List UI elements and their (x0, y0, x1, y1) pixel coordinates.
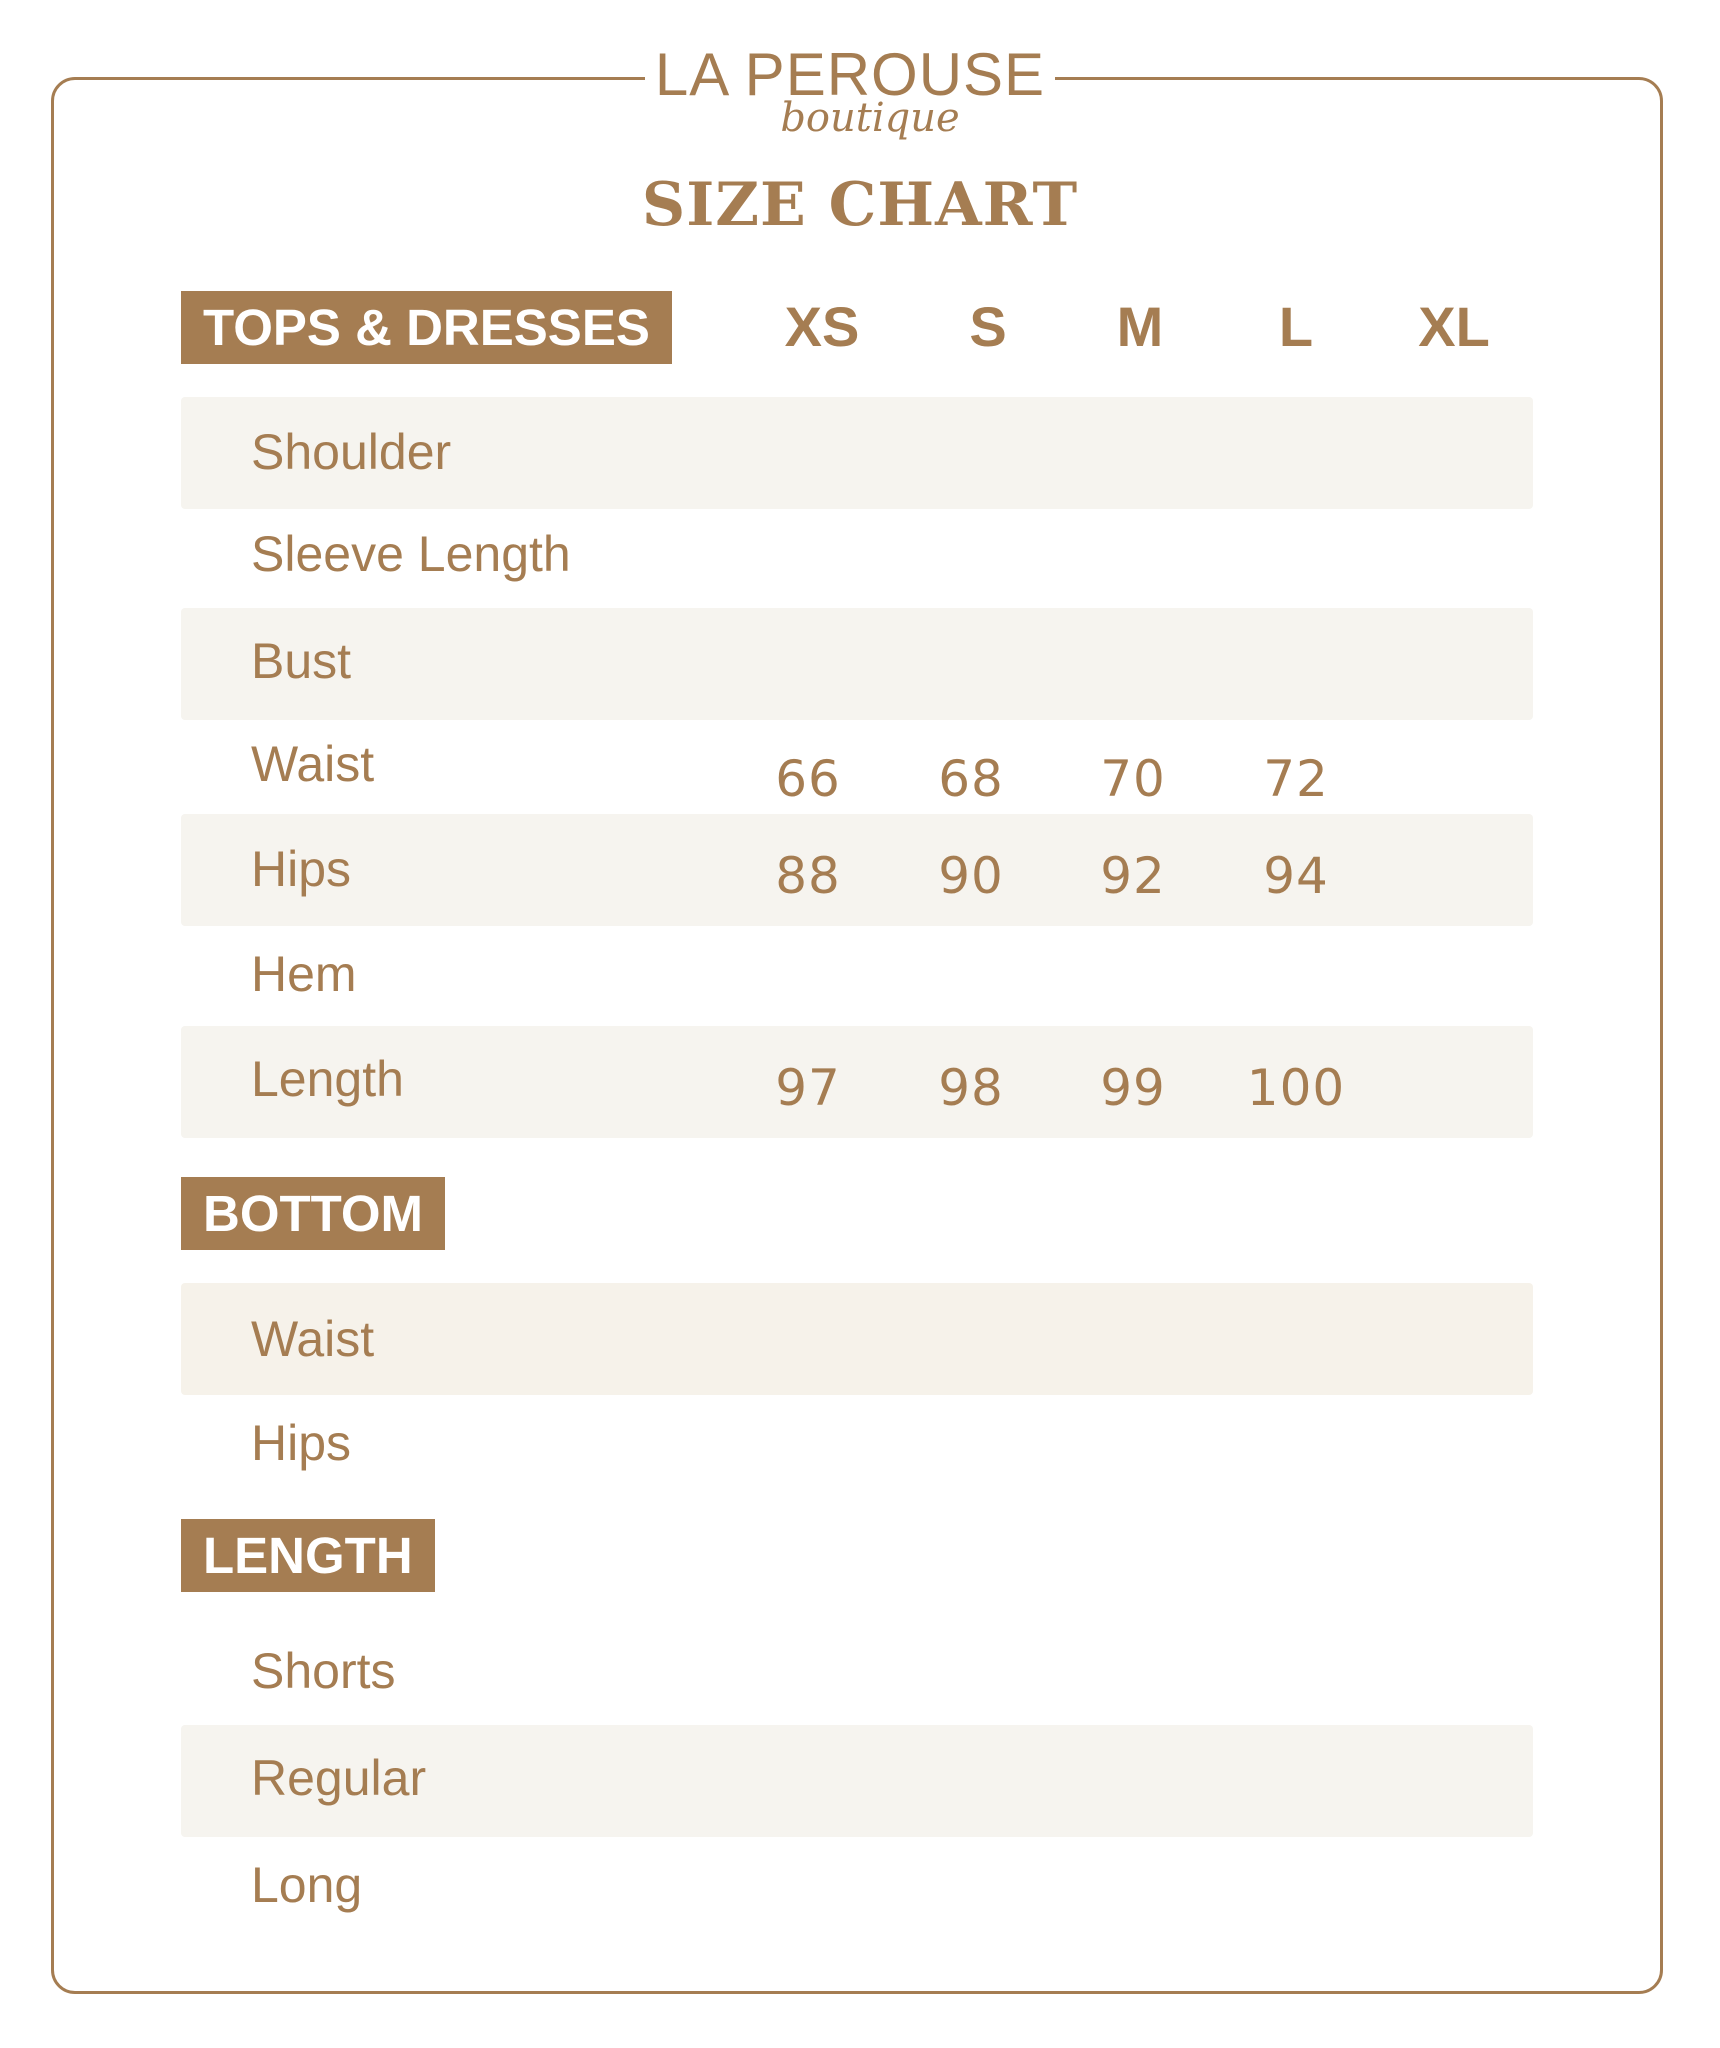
row-label-length: Length (251, 1051, 404, 1107)
section-label-bottom: BOTTOM (181, 1177, 445, 1250)
cell-length-xs: 97 (775, 1059, 841, 1117)
row-label-long: Long (251, 1857, 363, 1913)
table-row (181, 1618, 1533, 1730)
cell-length-m: 99 (1100, 1059, 1166, 1117)
row-label-bust: Bust (251, 633, 352, 689)
cell-length-s: 98 (938, 1059, 1004, 1117)
cell-waist-m: 70 (1100, 750, 1166, 808)
table-row (181, 1026, 1533, 1138)
table-row (181, 1832, 1533, 1944)
table-row (181, 1725, 1533, 1837)
page-title: SIZE CHART (641, 170, 1079, 240)
table-row (181, 920, 1533, 1032)
size-header-m: M (1116, 295, 1164, 358)
row-label-sleeve-length: Sleeve Length (251, 526, 571, 582)
size-header-s: S (969, 295, 1007, 358)
section-label-length: LENGTH (181, 1519, 435, 1592)
size-header-l: L (1278, 295, 1314, 358)
cell-length-l: 100 (1246, 1059, 1346, 1117)
table-row (181, 503, 1533, 615)
size-header-xl: XL (1418, 295, 1490, 358)
size-header-xs: XS (784, 295, 860, 358)
cell-hips-l: 94 (1263, 847, 1329, 905)
row-label-bottom-hips: Hips (251, 1415, 352, 1471)
table-row (181, 397, 1533, 509)
table-row (181, 608, 1533, 720)
row-label-bottom-waist: Waist (251, 1311, 375, 1367)
cell-waist-l: 72 (1263, 750, 1329, 808)
cell-waist-xs: 66 (775, 750, 841, 808)
row-label-regular: Regular (251, 1750, 427, 1806)
row-label-hips: Hips (251, 841, 352, 897)
cell-waist-s: 68 (938, 750, 1004, 808)
cell-hips-s: 90 (938, 847, 1004, 905)
table-row (181, 1390, 1533, 1502)
brand-logo-script: boutique (780, 95, 960, 141)
row-label-hem: Hem (251, 946, 357, 1002)
row-label-shorts: Shorts (251, 1643, 396, 1699)
table-row (181, 713, 1533, 825)
cell-hips-xs: 88 (775, 847, 841, 905)
table-row (181, 814, 1533, 926)
cell-hips-m: 92 (1100, 847, 1166, 905)
table-row (181, 1283, 1533, 1395)
row-label-shoulder: Shoulder (251, 424, 452, 480)
brand-logo: LA PEROUSE (654, 41, 1046, 108)
section-label-tops: TOPS & DRESSES (181, 291, 672, 364)
row-label-waist: Waist (251, 736, 375, 792)
